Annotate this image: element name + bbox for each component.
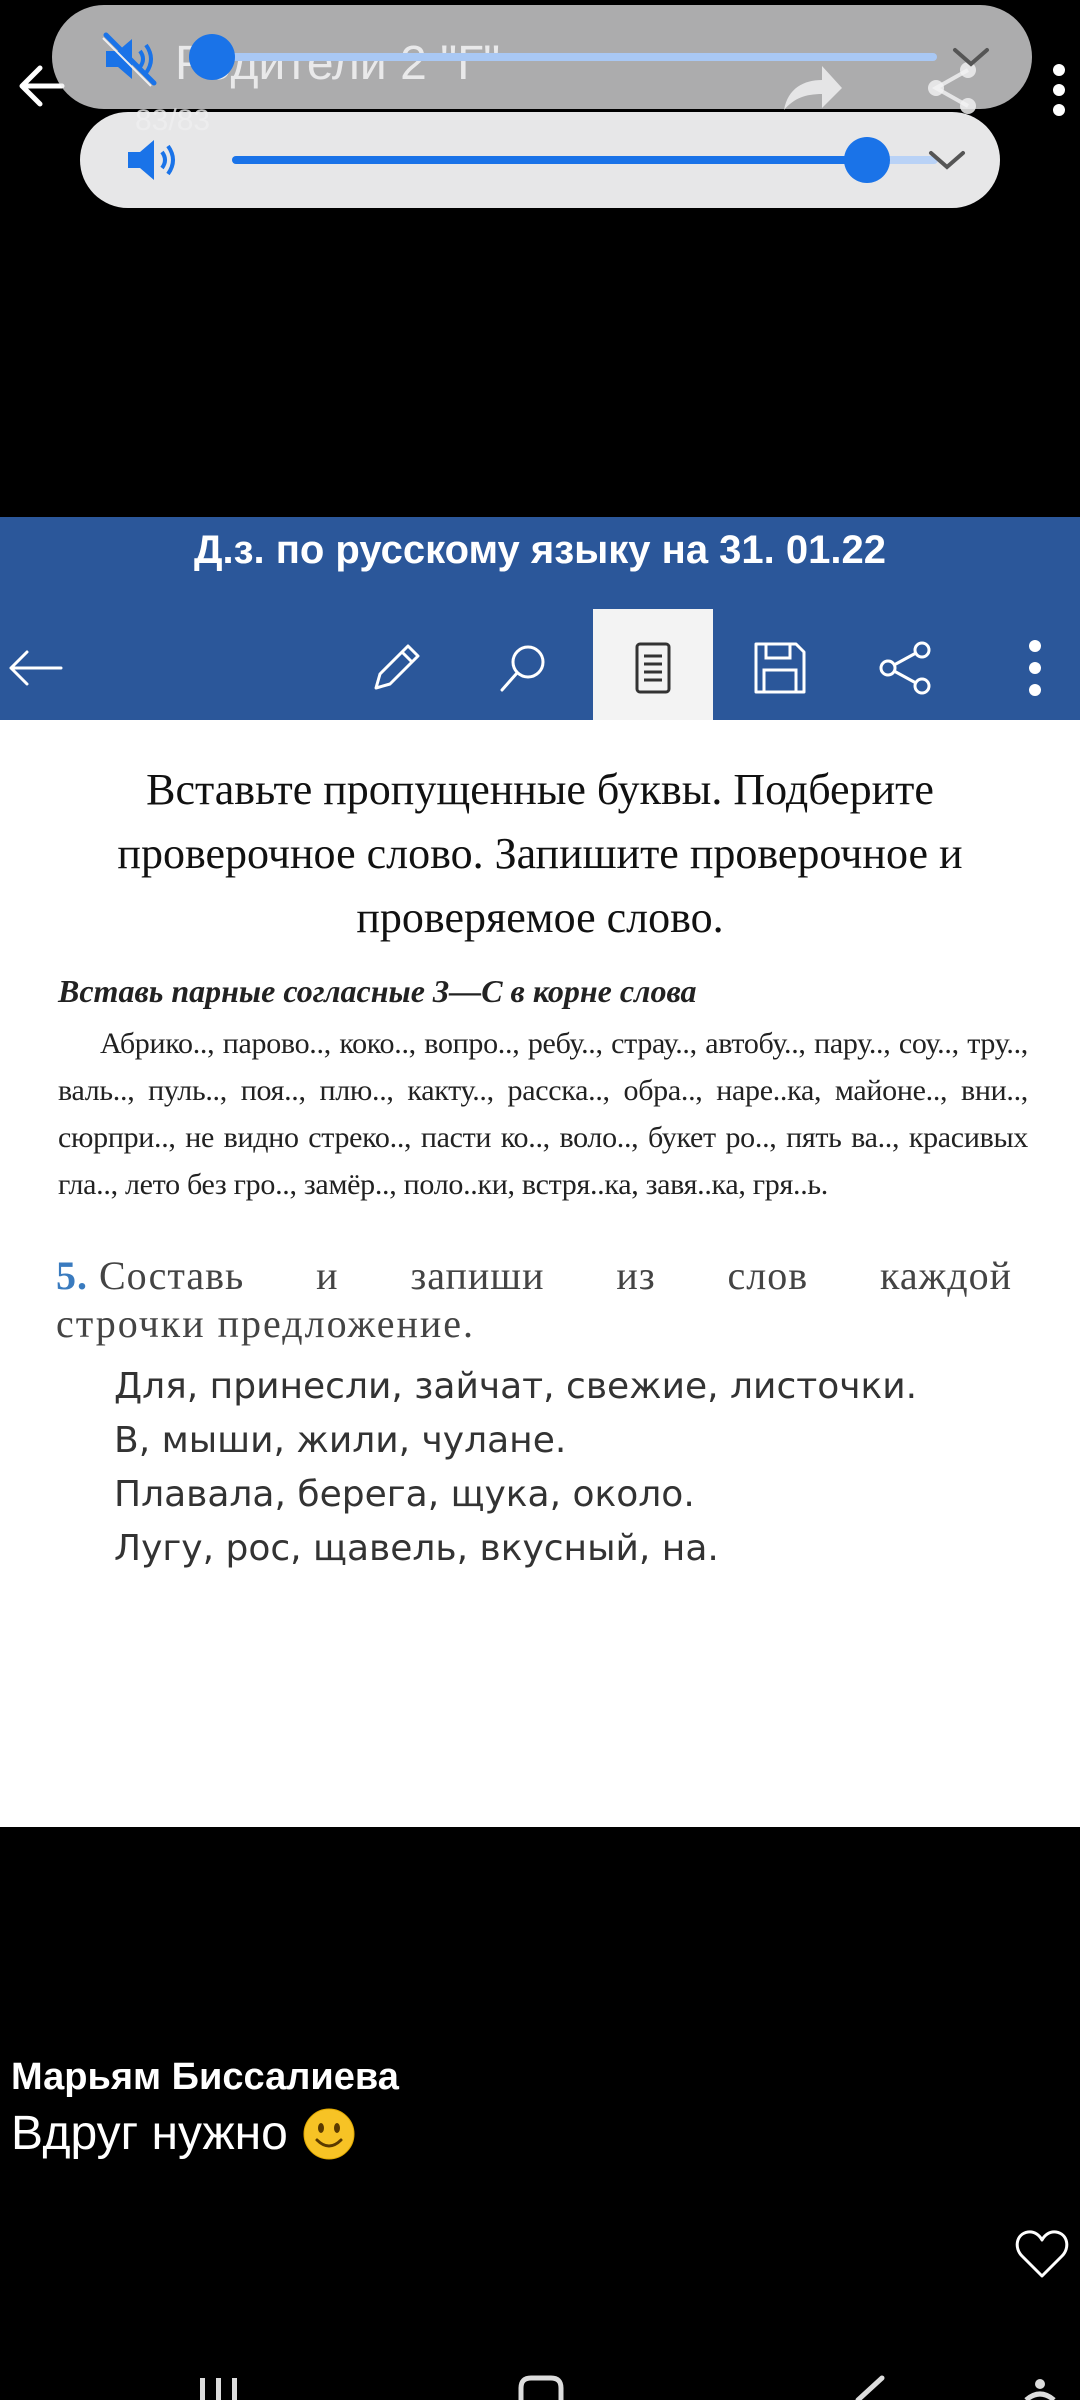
doc-more-button[interactable] <box>1000 609 1070 727</box>
sentence-item: В, мыши, жили, чулане. <box>114 1420 567 1461</box>
back-arrow-icon <box>5 638 65 698</box>
chevron-down-icon[interactable] <box>925 145 969 175</box>
media-volume-panel <box>52 5 1032 109</box>
smiley-emoji-icon <box>302 2107 356 2161</box>
heart-icon[interactable] <box>1014 2228 1070 2280</box>
sentence-list <box>114 1360 917 1576</box>
ring-volume-panel <box>80 112 1000 208</box>
ring-volume-slider[interactable] <box>232 156 938 164</box>
instruction-text: Вставьте пропущенные буквы. Подберите проверочное слово. Запишите проверочное и проверяемое слово. <box>117 765 963 942</box>
sentence-item: Для, принесли, зайчат, свежие, листочки. <box>114 1366 918 1407</box>
exercise-heading: Вставь парные согласные З—С в корне слова <box>58 973 697 1009</box>
save-button[interactable] <box>720 609 840 727</box>
task-word: Составь <box>99 1253 245 1298</box>
document-header <box>0 517 1080 720</box>
reading-mode-icon <box>623 638 683 698</box>
task-heading <box>56 1252 1012 1299</box>
sentence-item: Лугу, рос, щавель, вкусный, на. <box>114 1528 719 1569</box>
document-toolbar <box>0 583 1080 720</box>
home-icon[interactable] <box>515 2374 567 2400</box>
author-name: Марьям Биссалиева <box>11 2056 399 2098</box>
document-page <box>0 720 1080 1827</box>
volume-muted-icon[interactable] <box>100 29 160 89</box>
recent-apps-icon[interactable] <box>196 2374 244 2400</box>
media-volume-slider[interactable] <box>212 53 937 61</box>
edit-button[interactable] <box>336 609 456 727</box>
exercise-text: Абрико.., парово.., коко.., вопро.., ребу.., страу.., автобу.., пару.., соу.., тру.., валь.., пуль.., поя.., плю.., какту.., расска.., обра.., наре..ка, майоне.., вни.., сюрпри.., не видно стреко.., пасти ко.., воло.., букет ро.., пять ва.., красивых гла.., лето без гро.., замёр.., поло..ки, встря..ка, завя..ка, гря..ь. <box>58 1027 1028 1201</box>
task-word: и <box>316 1253 339 1298</box>
doc-back-button[interactable] <box>0 609 70 727</box>
task-word: из <box>616 1253 656 1298</box>
pencil-icon <box>366 638 426 698</box>
task-number: 5. <box>56 1253 88 1298</box>
document-title: Д.з. по русскому языку на 31. 01.22 <box>194 528 886 572</box>
volume-icon[interactable] <box>122 130 182 190</box>
search-button[interactable] <box>464 609 584 727</box>
task-word: запиши <box>410 1253 545 1298</box>
caption-text: Вдруг нужно <box>11 2107 288 2160</box>
media-volume-thumb[interactable] <box>189 34 235 80</box>
keyboard-toggle-icon[interactable] <box>1020 2374 1060 2400</box>
back-nav-icon[interactable] <box>848 2374 888 2400</box>
share-icon <box>876 638 936 698</box>
more-vertical-icon <box>1005 638 1065 698</box>
task-word: слов <box>727 1253 809 1298</box>
caption-message <box>11 2106 356 2161</box>
system-nav-bar <box>0 2368 1080 2400</box>
share-button[interactable] <box>846 609 966 727</box>
more-vertical-icon[interactable] <box>1048 62 1070 118</box>
sentence-item: Плавала, берега, щука, около. <box>114 1474 695 1515</box>
chevron-down-icon[interactable] <box>949 42 993 72</box>
save-icon <box>750 638 810 698</box>
reading-mode-button[interactable] <box>593 609 713 727</box>
ring-volume-thumb[interactable] <box>844 137 890 183</box>
search-icon <box>494 638 554 698</box>
task-word: каждой <box>880 1253 1012 1298</box>
task-heading-cont: строчки предложение. <box>56 1301 476 1346</box>
